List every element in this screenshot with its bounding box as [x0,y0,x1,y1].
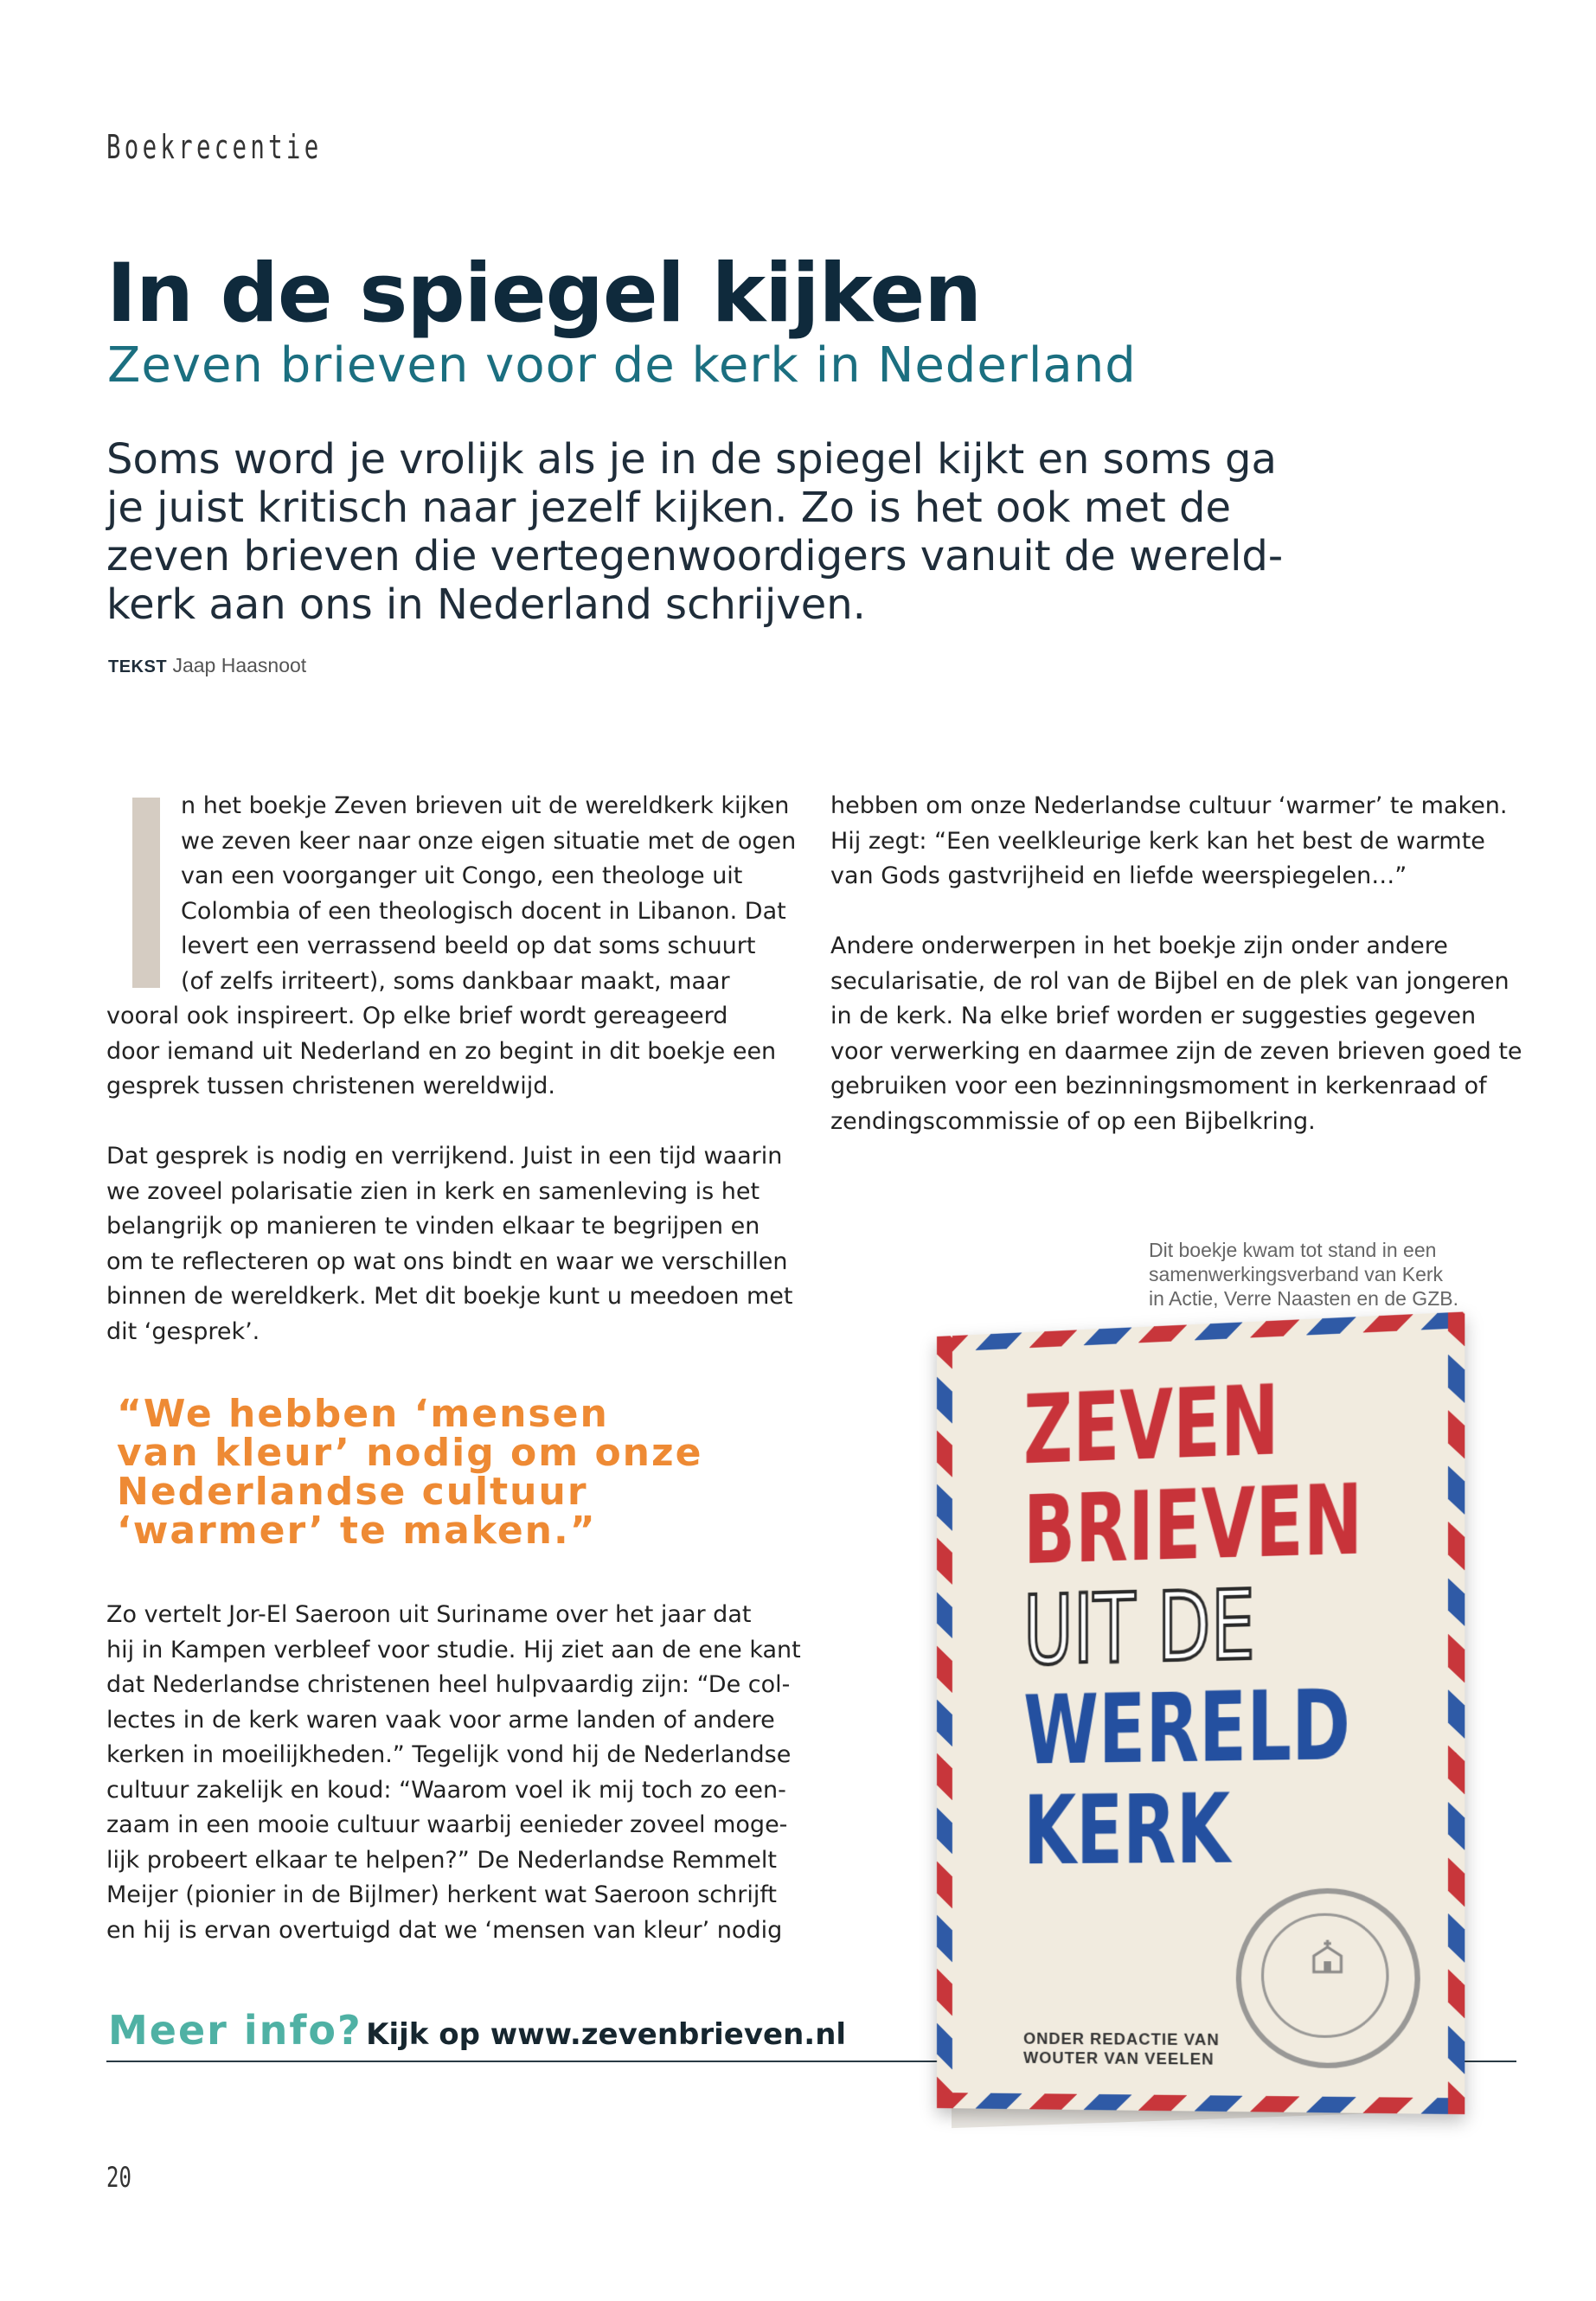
intro-line: Soms word je vrolijk als je in de spiegel kijkt en soms ga [106,435,1277,484]
paragraph-gap [830,894,1548,930]
intro-line: kerk aan ons in Nederland schrijven. [106,580,866,629]
book-title-line: ZEVEN [1023,1365,1279,1486]
book-title-line: WERELD [1023,1670,1350,1786]
body-line: Dat gesprek is nodig en verrijkend. Juist in een tijd waarin [106,1143,783,1170]
more-info-label: Meer info? [108,2007,362,2054]
more-info-link[interactable]: Kijk op www.zevenbrieven.nl [366,2017,847,2052]
body-line: cultuur zakelijk en koud: “Waarom voel ik mij toch zo een- [106,1776,786,1804]
body-line: we zoveel polarisatie zien in kerk en samenleving is het [106,1177,760,1205]
body-line: binnen de wereldkerk. Met dit boekje kunt u meedoen met [106,1283,793,1310]
caption-line: Dit boekje kwam tot stand in een [1149,1239,1437,1261]
pull-quote-line: ‘warmer’ te maken.” [117,1509,597,1553]
caption-line: samenwerkingsverband van Kerk [1149,1263,1444,1285]
credit-name: Jaap Haasnoot [172,654,307,676]
body-line: dit ‘gesprek’. [106,1317,260,1345]
body-line: lijk probeert elkaar te helpen?” De Nederlandse Remmelt [106,1846,777,1874]
body-line: lectes in de kerk waren vaak voor arme landen of andere [106,1706,775,1734]
article-title: In de spiegel kijken [106,247,982,341]
column-left-bottom [106,1598,816,1948]
body-line: we zeven keer naar onze eigen situatie met de ogen [181,827,797,855]
body-line: in de kerk. Na elke brief worden er suggesties gegeven [830,1003,1477,1029]
body-line: zaam in een mooie cultuur waarbij eenieder zoveel moge- [106,1811,788,1838]
pull-quote [117,1392,703,1553]
airmail-border [937,1336,952,2108]
body-line: van een voorganger uit Congo, een theologe uit [181,862,743,889]
intro-line: zeven brieven die vertegenwoordigers vanuit de wereld- [106,532,1284,580]
body-line: Colombia of een theologisch docent in Libanon. Dat [181,897,786,925]
body-line: (of zelfs irriteert), soms dankbaar maakt, maar [181,967,730,995]
author-credit [108,654,306,677]
book-title-line: KERK [1023,1774,1231,1887]
body-line: gesprek tussen christenen wereldwijd. [106,1073,555,1099]
article-subtitle: Zeven brieven voor de kerk in Nederland [107,337,1137,394]
body-line: levert een verrassend beeld op dat soms schuurt [181,933,756,959]
editor-line: ONDER REDACTIE VAN [1023,2029,1220,2049]
body-line: Andere onderwerpen in het boekje zijn onder andere [830,933,1448,959]
body-line: Hij zegt: “Een veelkleurige kerk kan het best de warmte [830,827,1485,855]
body-line: vooral ook inspireert. Op elke brief wordt gereageerd [106,1003,728,1029]
section-label: Boekrecentie [106,128,323,166]
editor-line: WOUTER VAN VEELEN [1023,2048,1215,2068]
airmail-border [1448,1311,1465,2114]
paragraph-gap [106,1105,816,1140]
body-line: n het boekje Zeven brieven uit de wereldkerk kijken [181,792,790,819]
intro-line: je juist kritisch naar jezelf kijken. Zo is het ook met de [106,484,1232,532]
book-caption [1149,1238,1458,1311]
body-line: belangrijk op manieren te vinden elkaar te begrijpen en [106,1213,760,1240]
column-left-top [106,789,816,1349]
body-line: secularisatie, de rol van de Bijbel en de plek van jongeren [830,967,1509,995]
body-line: kerken in moeilijkheden.” Tegelijk vond hij de Nederlandse [106,1741,792,1768]
book-title-line: UIT DE [1023,1570,1255,1686]
pull-quote-line: “We hebben ‘mensen [117,1392,609,1436]
body-line: dat Nederlandse christenen heel hulpvaardig zijn: “De col- [106,1671,791,1698]
stamp-ring [1261,1913,1389,2038]
body-line: Meijer (pionier in de Bijlmer) herkent wat Saeroon schrijft [106,1881,777,1908]
pull-quote-line: van kleur’ nodig om onze [117,1431,703,1475]
column-right [830,789,1548,1139]
body-line: door iemand uit Nederland en zo begint in dit boekje een [106,1037,777,1065]
body-line: van Gods gastvrijheid en liefde weerspiegelen…” [830,862,1407,889]
body-line: en hij is ervan overtuigd dat we ‘mensen van kleur’ nodig [106,1916,783,1944]
body-line: hij in Kampen verbleef voor studie. Hij ziet aan de ene kant [106,1636,801,1663]
book-cover-image [937,1311,1465,2114]
credit-label: TEKST [108,657,168,676]
airmail-border [937,1311,1465,1352]
body-line: gebruiken voor een bezinningsmoment in kerkenraad of [830,1073,1487,1099]
body-line: Zo vertelt Jor-El Saeroon uit Suriname over het jaar dat [106,1601,752,1628]
more-info [108,2007,846,2054]
postmark-stamp [1236,1888,1420,2068]
book-title-line: BRIEVEN [1023,1465,1363,1586]
body-line: om te reflecteren op wat ons bindt en waar we verschillen [106,1247,788,1275]
page-number: 20 [106,2161,131,2194]
article-intro [106,435,1490,629]
caption-line: in Actie, Verre Naasten en de GZB. [1149,1287,1458,1310]
body-line: voor verwerking en daarmee zijn de zeven brieven goed te [830,1037,1522,1065]
body-line: hebben om onze Nederlandse cultuur ‘warmer’ te maken. [830,792,1508,819]
church-icon [1304,1938,1350,1973]
body-line: zendingscommissie of op een Bijbelkring. [830,1107,1316,1135]
book-editor [1023,2029,1220,2069]
pull-quote-line: Nederlandse cultuur [117,1470,588,1514]
